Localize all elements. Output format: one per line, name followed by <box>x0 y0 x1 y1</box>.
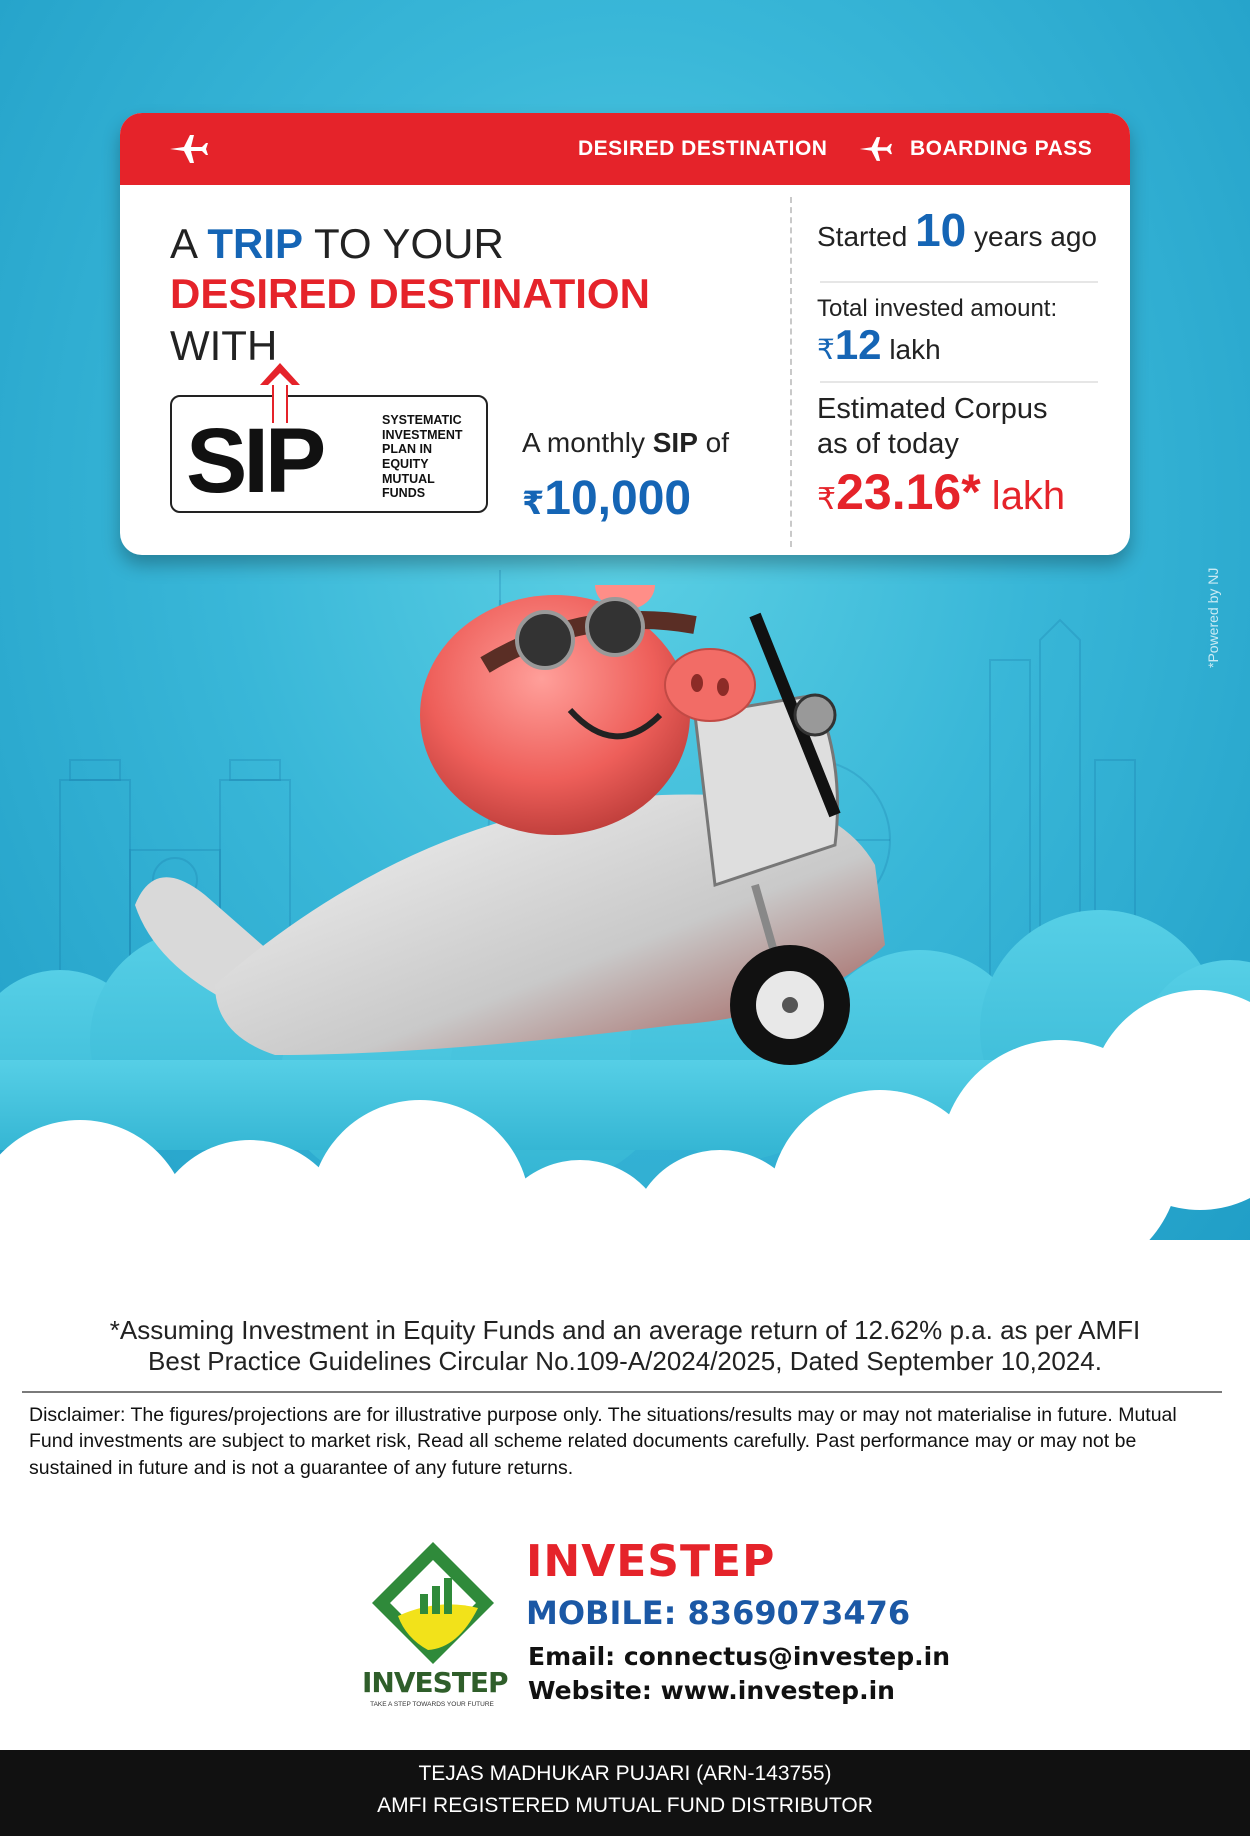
monthly-suffix: of <box>697 427 730 458</box>
piggy-bank-airplane-illustration <box>115 585 995 1155</box>
sip-tagline-line: PLAN IN <box>382 442 432 457</box>
sip-tagline-line: EQUITY <box>382 456 429 471</box>
footer-distributor-name: TEJAS MADHUKAR PUJARI (ARN-143755) <box>418 1762 832 1785</box>
sip-logo-letters: SIP <box>186 410 323 512</box>
sip-tagline-line: SYSTEMATIC <box>382 413 462 427</box>
currency-symbol: ₹ <box>817 483 837 516</box>
footer-distributor-title: AMFI REGISTERED MUTUAL FUND DISTRIBUTOR <box>377 1794 873 1817</box>
mobile-number[interactable]: MOBILE: 8369073476 <box>526 1594 911 1632</box>
assumption-note-line-1: *Assuming Investment in Equity Funds and an average return of 12.62% p.a. as per AMFI <box>109 1315 1141 1345</box>
investep-logo <box>362 1538 508 1713</box>
corpus-unit: lakh <box>980 474 1066 518</box>
sip-tagline-line: INVESTMENT <box>382 427 463 442</box>
invested-amount <box>817 321 941 369</box>
corpus-value: 23.16* <box>836 464 981 520</box>
corpus-label-line-1: Estimated Corpus <box>817 393 1048 425</box>
currency-symbol: ₹ <box>522 485 545 521</box>
investep-logo-tagline: TAKE A STEP TOWARDS YOUR FUTURE <box>370 1701 494 1708</box>
header-label-boarding-pass: BOARDING PASS <box>910 137 1093 160</box>
header-label-destination: DESIRED DESTINATION <box>578 137 828 160</box>
boarding-pass-card <box>120 113 1130 555</box>
monthly-sip-label <box>522 427 729 459</box>
investep-logo-name: INVESTEP <box>362 1666 508 1699</box>
started-value: 10 <box>915 204 967 256</box>
ticket-perforation <box>790 197 792 547</box>
invested-label: Total invested amount: <box>817 295 1058 322</box>
headline-line-1 <box>170 220 504 267</box>
monthly-prefix: A monthly <box>522 427 653 458</box>
footer-bar <box>0 1750 1250 1836</box>
headline-suffix: TO YOUR <box>303 220 504 267</box>
sip-logo-tagline <box>382 413 463 501</box>
monthly-bold: SIP <box>652 427 698 458</box>
headline-accent: TRIP <box>207 220 304 267</box>
powered-by-label: *Powered by NJ <box>1205 567 1221 668</box>
investep-logo-mark <box>368 1538 498 1668</box>
separator <box>820 381 1098 383</box>
sip-logo <box>170 395 488 513</box>
airplane-icon <box>858 133 892 165</box>
started-prefix: Started <box>817 221 916 252</box>
invested-value: 12 <box>834 321 882 368</box>
headline-prefix: A <box>170 220 208 267</box>
sip-tagline-line: MUTUAL <box>382 471 435 486</box>
company-name: INVESTEP <box>526 1536 776 1587</box>
monthly-sip-amount <box>522 471 691 526</box>
corpus-amount <box>817 463 1065 521</box>
website-url[interactable]: Website: www.investep.in <box>528 1676 895 1705</box>
boarding-pass-header <box>120 113 1130 185</box>
corpus-label-line-2: as of today <box>817 428 959 460</box>
headline-line-3: WITH <box>170 322 278 369</box>
airplane-icon <box>168 133 208 165</box>
assumption-note-line-2: Best Practice Guidelines Circular No.109-A/2024/2025, Dated September 10,2024. <box>148 1346 1102 1376</box>
started-years <box>817 203 1097 257</box>
headline-line-2: DESIRED DESTINATION <box>170 270 650 317</box>
started-suffix: years ago <box>966 221 1097 252</box>
email-address[interactable]: Email: connectus@investep.in <box>528 1642 950 1671</box>
divider-line <box>22 1391 1222 1393</box>
invested-unit: lakh <box>881 334 941 365</box>
currency-symbol: ₹ <box>817 334 835 365</box>
separator <box>820 281 1098 283</box>
sip-tagline-line: FUNDS <box>382 486 426 501</box>
monthly-amount-value: 10,000 <box>544 472 692 525</box>
disclaimer-text: Disclaimer: The figures/projections are for illustrative purpose only. The situations/results may or may not materialise in future. Mutual Fund investments are subject to market risk, Read all scheme related documents carefully. Past performance may or may not be sustained in future and is not a guarantee of any future returns. <box>29 1404 1177 1479</box>
